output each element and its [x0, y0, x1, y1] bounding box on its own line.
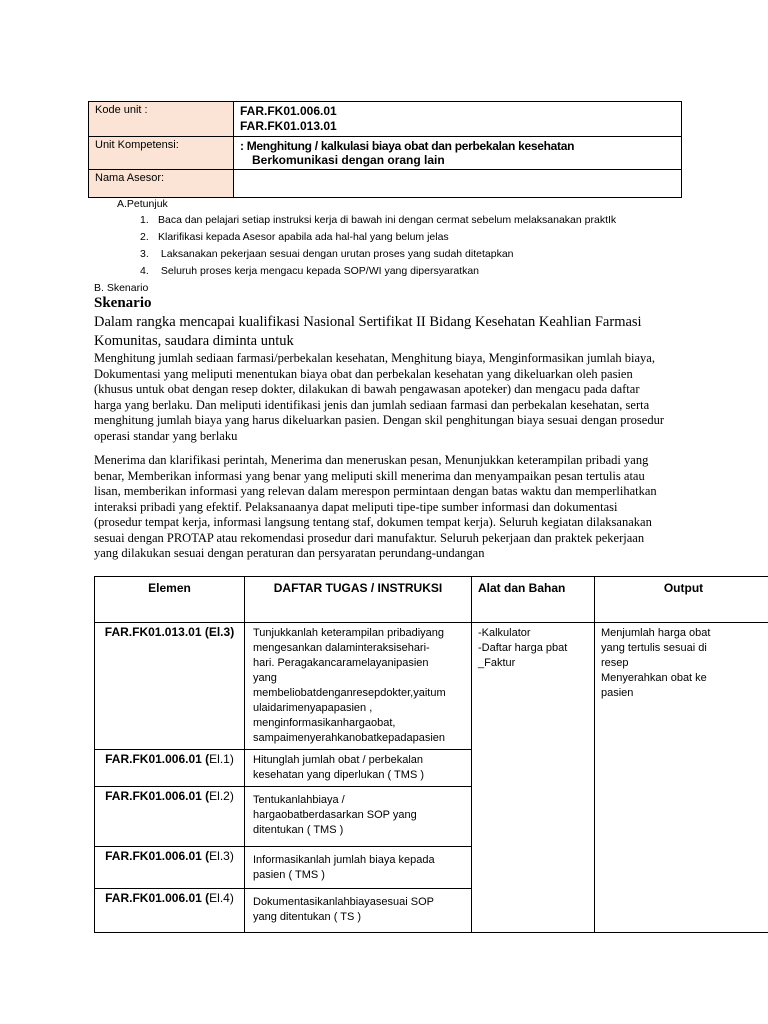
nama-asesor-label: Nama Asesor: — [89, 170, 234, 198]
list-item-number: 1. — [140, 214, 149, 226]
unit-kompetensi-line-1: : Menghitung / kalkulasi biaya obat dan perbekalan kesehatan — [240, 139, 575, 153]
task-table — [94, 576, 768, 933]
output-line: pasien — [601, 687, 634, 699]
task-line: Hitunglah jumlah obat / perbekalan — [253, 754, 424, 766]
task-line: sampaimenyerahkanobatkepadapasien — [253, 732, 446, 744]
paragraph-1-rest: Menghitung jumlah sediaan farmasi/perbekalan kesehatan, Menghitung biaya, Menginformasikan jumlah biaya, Dokumentasi yang meliputi menentukan biaya obat dan perbekalan kesehatan yang dikeluarkan oleh pasien (khusus untuk obat dengan resep dokter, dilakukan di bawah pengawasan apoteker) dan mengacu pada daftar harga yang berlaku. Dan meliputi identifikasi jenis dan jumlah sediaan farmasi dan perbekalan kesehatan, serta menghitung jumlah biaya yang harus dikeluarkan pasien. Dengan skil penghitungan biaya sesuai dengan prosedur operasi standar yang berlaku — [94, 351, 664, 443]
petunjuk-list — [130, 212, 616, 280]
task-line: hargaobatberdasarkan SOP yang — [253, 809, 417, 821]
petunjuk-title: A.Petunjuk — [117, 198, 168, 210]
list-item-number: 2. — [140, 231, 149, 243]
elemen-code: FAR.FK01.006.01 ( — [105, 849, 210, 863]
skenario-paragraph-1 — [94, 313, 664, 444]
list-item-number: 3. — [140, 248, 149, 260]
header-output: Output — [595, 577, 768, 623]
nama-asesor-value[interactable] — [234, 170, 682, 198]
skenario-paragraph-2: Menerima dan klarifikasi perintah, Menerima dan meneruskan pesan, Menunjukkan keterampilan pribadi yang benar, Memberikan informasi yang benar yang meliputi skill menerima dan menyampaikan pesan tertulis atau lisan, memberikan informasi yang relevan dalam merespon permintaan dengan batas waktu dan memperlihatkan interaksi pribadi yang efektif. Pelaksanaanya dapat meliputi tipe-tipe sumber informasi dan dokumentasi (prosedur tempat kerja, informasi langsung tentang staf, dokumen tempat kerja). Seluruh kegiatan dilaksanakan sesuai dengan PROTAP atau rekomendasi prosedur dari manufaktur. Seluruh pekerjaan dan praktek pekerjaan yang dilakukan sesuai dengan peraturan dan persyaratan perundang-undangan — [94, 453, 657, 560]
elemen-code: FAR.FK01.006.01 ( — [105, 891, 210, 905]
elemen-cell — [95, 847, 245, 889]
elemen-cell — [95, 889, 245, 933]
list-item — [140, 229, 616, 246]
elemen-cell — [95, 623, 245, 750]
task-cell — [245, 889, 472, 933]
task-line: Dokumentasikanlahbiayasesuai SOP — [253, 896, 434, 908]
task-line: hari. Peragakancaramelayanipasien — [253, 657, 429, 669]
header-table — [88, 101, 682, 198]
list-item — [140, 263, 616, 280]
task-line: ditentukan ( TMS ) — [253, 824, 344, 836]
task-cell — [245, 847, 472, 889]
alat-line: -Kalkulator — [478, 627, 531, 639]
output-line: Menyerahkan obat ke — [601, 672, 707, 684]
skenario-heading: Skenario — [94, 295, 152, 311]
list-item-text: Klarifikasi kepada Asesor apabila ada hal-hal yang belum jelas — [158, 231, 449, 243]
output-cell — [595, 623, 768, 933]
task-line: mengesankan dalaminteraksisehari- — [253, 642, 430, 654]
kode-unit-label: Kode unit : — [89, 102, 234, 137]
task-line: Tentukanlahbiaya / — [253, 794, 345, 806]
task-line: membeliobatdenganresepdokter,yaitum — [253, 687, 446, 699]
table-row — [95, 623, 768, 750]
list-item-number: 4. — [140, 265, 149, 277]
kode-unit-line-2: FAR.FK01.013.01 — [240, 119, 337, 133]
alat-line: -Daftar harga pbat — [478, 642, 568, 654]
task-line: ulaidarimenyapapasien , — [253, 702, 373, 714]
task-cell — [245, 750, 472, 787]
elemen-cell — [95, 750, 245, 787]
paragraph-1-lead: Dalam rangka mencapai kualifikasi Nasional Sertifikat II Bidang Kesehatan Keahlian Farmasi Komunitas, saudara diminta untuk — [94, 314, 642, 349]
header-tugas: DAFTAR TUGAS / INSTRUKSI — [245, 577, 472, 623]
task-line: Informasikanlah jumlah biaya kepada — [253, 854, 435, 866]
header-alat: Alat dan Bahan — [472, 577, 595, 623]
elemen-code: FAR.FK01.013.01 (El.3) — [104, 625, 235, 639]
task-line: pasien ( TMS ) — [253, 869, 325, 881]
elemen-code: FAR.FK01.006.01 ( — [105, 752, 210, 766]
kode-unit-value — [234, 102, 682, 137]
task-line: yang — [253, 672, 277, 684]
section-b-label: B. Skenario — [94, 282, 149, 294]
output-line: yang tertulis sesuai di — [601, 642, 707, 654]
elemen-suffix: El.4) — [209, 891, 234, 905]
list-item-text: Seluruh proses kerja mengacu kepada SOP/WI yang dipersyaratkan — [158, 265, 480, 277]
list-item — [140, 246, 616, 263]
kode-unit-line-1: FAR.FK01.006.01 — [240, 104, 337, 118]
alat-bahan-cell — [472, 623, 595, 933]
unit-kompetensi-line-2: Berkomunikasi dengan orang lain — [252, 153, 445, 167]
header-elemen: Elemen — [95, 577, 245, 623]
list-item — [140, 212, 616, 229]
list-item-text: Baca dan pelajari setiap instruksi kerja di bawah ini dengan cermat sebelum melaksanakan praktIk — [158, 214, 617, 226]
elemen-cell — [95, 787, 245, 847]
elemen-code: FAR.FK01.006.01 ( — [105, 789, 210, 803]
task-cell — [245, 623, 472, 750]
unit-kompetensi-label: Unit Kompetensi: — [89, 137, 234, 170]
elemen-suffix: El.1) — [209, 752, 234, 766]
elemen-suffix: El.3) — [209, 849, 234, 863]
unit-kompetensi-value — [234, 137, 682, 170]
output-line: Menjumlah harga obat — [601, 627, 711, 639]
elemen-suffix: El.2) — [209, 789, 234, 803]
task-line: kesehatan yang diperlukan ( TMS ) — [253, 769, 424, 781]
task-line: yang ditentukan ( TS ) — [253, 911, 362, 923]
list-item-text: Laksanakan pekerjaan sesuai dengan urutan proses yang sudah ditetapkan — [158, 248, 514, 260]
output-line: resep — [601, 657, 629, 669]
task-line: menginformasikanhargaobat, — [253, 717, 396, 729]
alat-line: _Faktur — [478, 657, 516, 669]
task-line: Tunjukkanlah keterampilan pribadiyang — [253, 627, 444, 639]
task-cell — [245, 787, 472, 847]
